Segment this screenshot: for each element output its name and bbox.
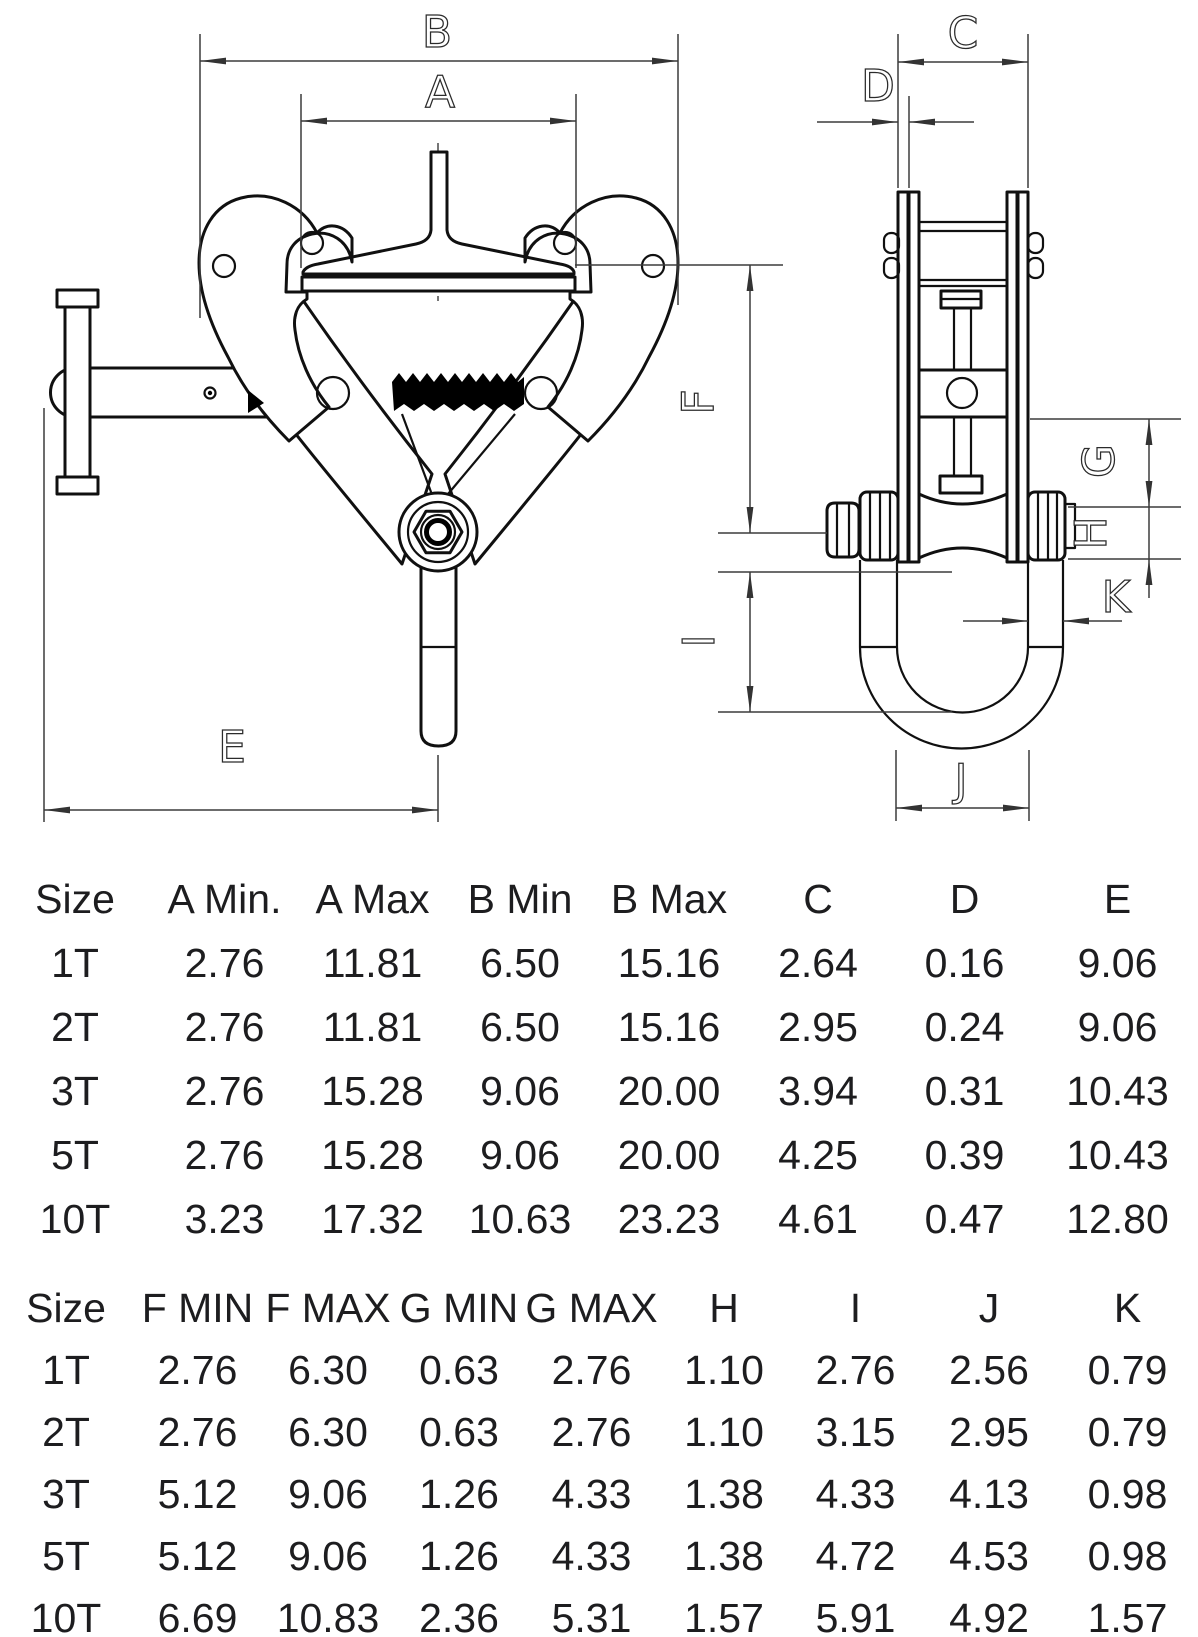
handle-tbar-top-cap — [57, 290, 98, 307]
table-cell: 5.12 — [157, 1532, 238, 1579]
table-cell: 2.36 — [419, 1594, 499, 1637]
dim-label-h: H — [1066, 516, 1117, 550]
table-cell: 0.47 — [924, 1195, 1005, 1242]
table-cell: 5.12 — [157, 1470, 238, 1517]
column-header: I — [849, 1284, 862, 1331]
dim-label-a: A — [424, 67, 456, 118]
table-cell: 0.31 — [924, 1067, 1005, 1114]
shackle-legs — [860, 560, 1063, 647]
handle-tbar — [65, 306, 90, 478]
column-header: F MIN — [141, 1284, 254, 1331]
column-header: B Max — [610, 875, 728, 922]
beam-flange-profile — [303, 152, 574, 274]
dim-label-e: E — [218, 722, 246, 773]
table-cell: 5.91 — [815, 1594, 896, 1637]
table-row — [0, 1059, 1198, 1123]
dim-label-k: K — [1101, 572, 1131, 623]
table-cell: 2.76 — [184, 1131, 265, 1178]
dim-label-c: C — [947, 8, 979, 59]
dim-i-references — [718, 572, 952, 712]
table-cell: 1.26 — [419, 1470, 499, 1517]
table-row — [0, 931, 1198, 995]
table-cell: 4.92 — [949, 1594, 1029, 1637]
size-cell: 1T — [42, 1346, 90, 1393]
table-cell: 6.30 — [288, 1408, 368, 1455]
table-cell: 2.95 — [949, 1408, 1029, 1455]
jaw-boss-right-upper — [1028, 233, 1043, 253]
dim-label-d: D — [861, 61, 895, 112]
spec-table-primary — [0, 867, 1198, 1251]
table-cell: 10.43 — [1066, 1131, 1169, 1178]
table-row — [0, 1463, 1198, 1525]
table-row — [0, 995, 1198, 1059]
size-cell: 5T — [42, 1532, 90, 1579]
top-cross-bar — [919, 222, 1007, 231]
shackle-u-inner — [897, 647, 1028, 713]
size-cell: 5T — [51, 1131, 99, 1178]
column-header: D — [949, 875, 980, 922]
table-cell: 1.10 — [684, 1346, 764, 1393]
table-header-row — [0, 1277, 1198, 1339]
table-cell: 9.06 — [288, 1470, 368, 1517]
column-header: E — [1103, 875, 1132, 922]
table-header-row — [0, 867, 1198, 931]
table-cell: 6.50 — [480, 939, 560, 986]
table-cell: 1.10 — [684, 1408, 764, 1455]
mid-cross-bar — [919, 280, 1007, 286]
table-cell: 2.76 — [157, 1408, 238, 1455]
table-cell: 1.57 — [684, 1594, 764, 1637]
table-cell: 4.53 — [949, 1532, 1029, 1579]
table-cell: 4.25 — [778, 1131, 858, 1178]
table-cell: 5.31 — [551, 1594, 632, 1637]
roller-spool — [919, 494, 1007, 558]
table-cell: 4.72 — [815, 1532, 896, 1579]
table-row — [0, 1123, 1198, 1187]
table-cell: 0.79 — [1087, 1408, 1168, 1455]
table-cell: 0.39 — [924, 1131, 1005, 1178]
column-header: H — [709, 1284, 739, 1331]
column-header: Size — [26, 1284, 106, 1331]
column-header: G MIN — [399, 1284, 519, 1331]
table-cell: 4.13 — [949, 1470, 1029, 1517]
table-cell: 2.76 — [184, 1003, 265, 1050]
column-header: B Min — [467, 875, 573, 922]
table-cell: 20.00 — [617, 1067, 721, 1114]
size-cell: 10T — [30, 1594, 102, 1637]
pivot-bore — [427, 521, 450, 544]
dim-label-g: G — [1074, 443, 1125, 479]
table-cell: 20.00 — [617, 1131, 721, 1178]
adjust-bolt-flange — [940, 476, 982, 493]
spec-table-secondary — [0, 1277, 1198, 1637]
table-cell: 0.63 — [419, 1408, 499, 1455]
column-header: F MAX — [265, 1284, 391, 1331]
column-header: G MAX — [525, 1284, 658, 1331]
table-cell: 15.28 — [321, 1067, 424, 1114]
column-header: A Max — [315, 875, 430, 922]
table-cell: 15.16 — [617, 939, 721, 986]
jaw-boss-right-lower — [1028, 258, 1043, 278]
table-cell: 0.16 — [924, 939, 1005, 986]
table-cell: 1.26 — [419, 1532, 499, 1579]
table-cell: 3.23 — [184, 1195, 265, 1242]
table-cell: 3.15 — [815, 1408, 896, 1455]
table-cell: 9.06 — [288, 1532, 368, 1579]
size-cell: 2T — [42, 1408, 90, 1455]
table-row — [0, 1525, 1198, 1587]
table-cell: 6.50 — [480, 1003, 560, 1050]
dim-label-j: J — [954, 755, 968, 806]
table-cell: 17.32 — [321, 1195, 424, 1242]
table-cell: 2.76 — [815, 1346, 896, 1393]
table-cell: 10.83 — [276, 1594, 380, 1637]
table-cell: 1.38 — [684, 1532, 764, 1579]
dim-label-i: I — [674, 634, 725, 648]
table-cell: 2.95 — [778, 1003, 858, 1050]
column-header: K — [1113, 1284, 1142, 1331]
size-cell: 3T — [51, 1067, 99, 1114]
table-cell: 4.61 — [778, 1195, 858, 1242]
seat-plate — [302, 277, 575, 291]
table-cell: 1.38 — [684, 1470, 764, 1517]
table-cell: 2.76 — [551, 1408, 632, 1455]
axle-washers-right — [1028, 492, 1065, 560]
table-cell: 4.33 — [815, 1470, 896, 1517]
table-cell: 23.23 — [617, 1195, 721, 1242]
table-cell: 9.06 — [1077, 1003, 1158, 1050]
axle-hex-nut — [827, 503, 859, 557]
dim-label-f: F — [673, 389, 724, 415]
table-cell: 15.16 — [617, 1003, 721, 1050]
handle-tbar-bottom-cap — [57, 477, 98, 494]
table-row — [0, 1401, 1198, 1463]
table-cell: 0.98 — [1087, 1470, 1168, 1517]
table-cell: 2.76 — [551, 1346, 632, 1393]
table-cell: 4.33 — [551, 1532, 632, 1579]
handle-pin — [208, 391, 212, 395]
table-row — [0, 1587, 1198, 1637]
table-cell: 15.28 — [321, 1131, 424, 1178]
table-cell: 2.64 — [778, 939, 858, 986]
table-cell: 9.06 — [1077, 939, 1158, 986]
table-cell: 0.24 — [924, 1003, 1005, 1050]
size-cell: 1T — [51, 939, 99, 986]
table-row — [0, 1339, 1198, 1401]
table-cell: 2.56 — [949, 1346, 1029, 1393]
table-cell: 2.76 — [157, 1346, 238, 1393]
table-cell: 10.43 — [1066, 1067, 1169, 1114]
table-cell: 9.06 — [480, 1067, 560, 1114]
table-row — [0, 1187, 1198, 1251]
table-cell: 1.57 — [1087, 1594, 1168, 1637]
side-view — [827, 192, 1075, 748]
table-cell: 11.81 — [322, 1003, 423, 1050]
size-cell: 10T — [39, 1195, 111, 1242]
table-cell: 11.81 — [322, 939, 423, 986]
shackle-u-outer — [860, 647, 1063, 748]
size-cell: 2T — [51, 1003, 99, 1050]
column-header: Size — [35, 875, 115, 922]
table-cell: 6.30 — [288, 1346, 368, 1393]
column-header: A Min. — [167, 875, 282, 922]
table-cell: 0.79 — [1087, 1346, 1168, 1393]
size-cell: 3T — [42, 1470, 90, 1517]
table-cell: 3.94 — [778, 1067, 858, 1114]
dim-label-b: B — [421, 7, 453, 58]
table-cell: 12.80 — [1066, 1195, 1169, 1242]
table-cell: 6.69 — [157, 1594, 238, 1637]
table-cell: 0.98 — [1087, 1532, 1168, 1579]
table-cell: 9.06 — [480, 1131, 560, 1178]
column-header: C — [803, 875, 833, 922]
table-cell: 10.63 — [468, 1195, 572, 1242]
table-cell: 2.76 — [184, 939, 265, 986]
table-cell: 4.33 — [551, 1470, 632, 1517]
column-header: J — [978, 1284, 1000, 1331]
front-view — [51, 143, 679, 746]
table-cell: 0.63 — [419, 1346, 499, 1393]
table-cell: 2.76 — [184, 1067, 265, 1114]
suspension-rod — [421, 560, 456, 746]
